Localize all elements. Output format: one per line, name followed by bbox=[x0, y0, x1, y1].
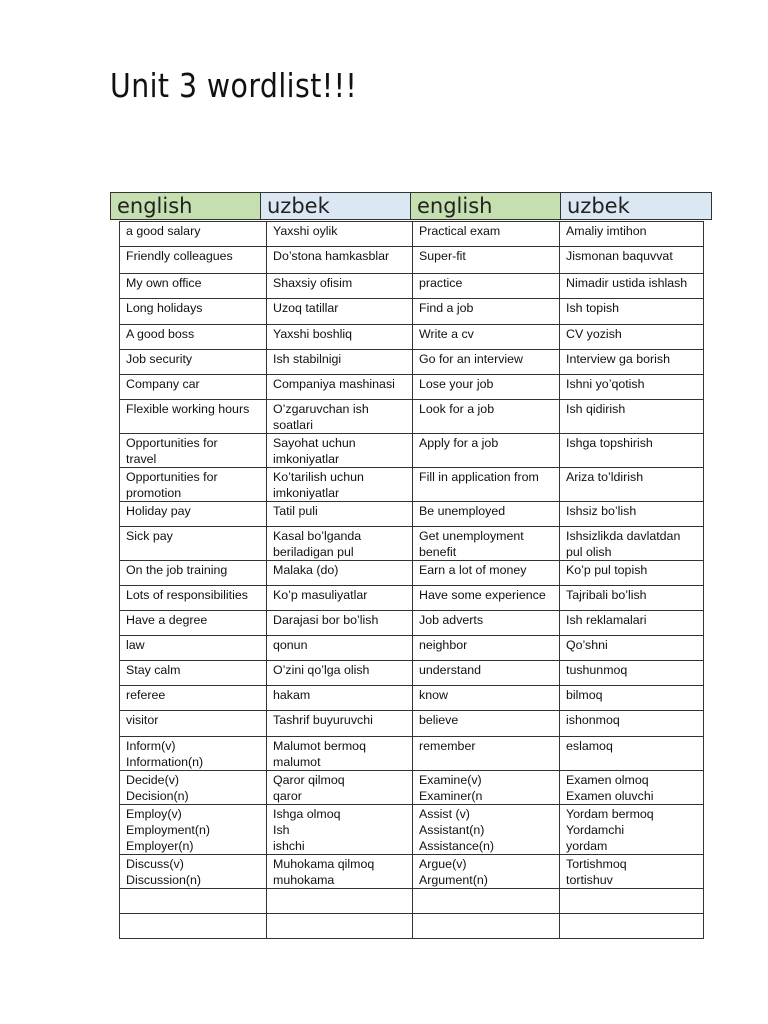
cell-text: On the job training bbox=[126, 563, 228, 577]
cell-text: Holiday pay bbox=[126, 504, 191, 518]
cell-text: Company car bbox=[126, 377, 200, 391]
cell-text: Ko’p masuliyatlar bbox=[273, 588, 368, 602]
uzbek-cell bbox=[267, 222, 413, 247]
english-cell bbox=[120, 686, 267, 711]
cell-text: Yordam bermoq bbox=[566, 807, 654, 821]
cell-text: Shaxsiy ofisim bbox=[273, 276, 353, 290]
cell-text: Ko’p pul topish bbox=[566, 563, 648, 577]
cell-text: Tortishmoq bbox=[566, 857, 627, 871]
english-cell bbox=[120, 325, 267, 350]
table-row bbox=[120, 661, 704, 686]
table-row bbox=[120, 711, 704, 737]
cell-text: Do’stona hamkasblar bbox=[273, 249, 390, 263]
cell-text: Malaka (do) bbox=[273, 563, 339, 577]
uzbek-cell bbox=[267, 561, 413, 586]
cell-text: promotion bbox=[126, 486, 182, 500]
uzbek-cell bbox=[560, 855, 704, 889]
table-row bbox=[120, 527, 704, 561]
english-cell bbox=[413, 855, 560, 889]
english-cell bbox=[120, 855, 267, 889]
cell-text: travel bbox=[126, 452, 157, 466]
cell-text: Apply for a job bbox=[419, 436, 499, 450]
uzbek-cell bbox=[560, 914, 704, 939]
cell-text: visitor bbox=[126, 713, 159, 727]
cell-text: Employment(n) bbox=[126, 823, 211, 837]
uzbek-cell bbox=[560, 805, 704, 855]
cell-text: Assistant(n) bbox=[419, 823, 485, 837]
cell-text: A good boss bbox=[126, 327, 195, 341]
english-cell bbox=[120, 527, 267, 561]
uzbek-cell bbox=[267, 350, 413, 375]
uzbek-cell bbox=[267, 325, 413, 350]
english-cell bbox=[120, 661, 267, 686]
cell-text: Sick pay bbox=[126, 529, 173, 543]
cell-text: Amaliy imtihon bbox=[566, 224, 647, 238]
english-cell bbox=[413, 222, 560, 247]
table-row bbox=[120, 247, 704, 274]
cell-text: Flexible working hours bbox=[126, 402, 250, 416]
cell-text: law bbox=[126, 638, 145, 652]
cell-text: Yaxshi boshliq bbox=[273, 327, 352, 341]
uzbek-cell bbox=[267, 502, 413, 527]
english-cell bbox=[413, 247, 560, 274]
cell-text: Discussion(n) bbox=[126, 873, 202, 887]
english-cell bbox=[413, 274, 560, 299]
cell-text: Darajasi bor bo’lish bbox=[273, 613, 379, 627]
uzbek-cell bbox=[267, 737, 413, 771]
cell-text: yordam bbox=[566, 839, 608, 853]
uzbek-cell bbox=[560, 299, 704, 325]
table-row bbox=[120, 375, 704, 400]
cell-text: Discuss(v) bbox=[126, 857, 184, 871]
cell-text: Muhokama qilmoq bbox=[273, 857, 375, 871]
uzbek-cell bbox=[267, 375, 413, 400]
cell-text: Sayohat uchun bbox=[273, 436, 356, 450]
cell-text: Practical exam bbox=[419, 224, 501, 238]
uzbek-cell bbox=[560, 468, 704, 502]
cell-text: Ish bbox=[273, 823, 290, 837]
english-cell bbox=[120, 222, 267, 247]
uzbek-cell bbox=[560, 247, 704, 274]
uzbek-cell bbox=[267, 434, 413, 468]
cell-text: benefit bbox=[419, 545, 457, 559]
table-row bbox=[120, 586, 704, 611]
cell-text: Yordamchi bbox=[566, 823, 625, 837]
cell-text: Ish qidirish bbox=[566, 402, 626, 416]
english-cell bbox=[120, 805, 267, 855]
cell-text: practice bbox=[419, 276, 463, 290]
cell-text: a good salary bbox=[126, 224, 201, 238]
cell-text: Super-fit bbox=[419, 249, 466, 263]
cell-text: Examiner(n bbox=[419, 789, 483, 803]
cell-text: Be unemployed bbox=[419, 504, 506, 518]
header-uzbek-2: uzbek bbox=[561, 193, 711, 219]
uzbek-cell bbox=[267, 400, 413, 434]
cell-text: Tajribali bo’lish bbox=[566, 588, 647, 602]
cell-text: ishchi bbox=[273, 839, 305, 853]
table-row bbox=[120, 502, 704, 527]
page-title: Unit 3 wordlist!!! bbox=[110, 66, 358, 105]
cell-text: Examen oluvchi bbox=[566, 789, 654, 803]
cell-text: Job security bbox=[126, 352, 193, 366]
english-cell bbox=[120, 468, 267, 502]
english-cell bbox=[413, 468, 560, 502]
uzbek-cell bbox=[560, 737, 704, 771]
cell-text: Have some experience bbox=[419, 588, 546, 602]
cell-text: Interview ga borish bbox=[566, 352, 670, 366]
uzbek-cell bbox=[267, 771, 413, 805]
cell-text: Ishsiz bo’lish bbox=[566, 504, 637, 518]
cell-text: My own office bbox=[126, 276, 202, 290]
english-cell bbox=[120, 711, 267, 737]
english-cell bbox=[413, 686, 560, 711]
uzbek-cell bbox=[267, 711, 413, 737]
uzbek-cell bbox=[267, 805, 413, 855]
english-cell bbox=[120, 350, 267, 375]
uzbek-cell bbox=[560, 375, 704, 400]
uzbek-cell bbox=[560, 561, 704, 586]
cell-text: Qaror qilmoq bbox=[273, 773, 345, 787]
uzbek-cell bbox=[560, 636, 704, 661]
english-cell bbox=[413, 434, 560, 468]
cell-text: O’zgaruvchan ish bbox=[273, 402, 369, 416]
cell-text: Jismonan baquvvat bbox=[566, 249, 673, 263]
uzbek-cell bbox=[560, 350, 704, 375]
cell-text: soatlari bbox=[273, 418, 313, 432]
english-cell bbox=[413, 661, 560, 686]
table-row bbox=[120, 434, 704, 468]
table-row bbox=[120, 636, 704, 661]
cell-text: Malumot bermoq bbox=[273, 739, 366, 753]
cell-text: Yaxshi oylik bbox=[273, 224, 338, 238]
uzbek-cell bbox=[560, 711, 704, 737]
uzbek-cell bbox=[267, 247, 413, 274]
table-row bbox=[120, 611, 704, 636]
table-row bbox=[120, 274, 704, 299]
wordlist-table bbox=[119, 221, 704, 939]
english-cell bbox=[120, 914, 267, 939]
table-row bbox=[120, 400, 704, 434]
cell-text: Stay calm bbox=[126, 663, 181, 677]
english-cell bbox=[413, 636, 560, 661]
cell-text: Tatil puli bbox=[273, 504, 318, 518]
english-cell bbox=[120, 737, 267, 771]
cell-text: Long holidays bbox=[126, 301, 203, 315]
cell-text: Qo’shni bbox=[566, 638, 608, 652]
cell-text: Ko’tarilish uchun bbox=[273, 470, 364, 484]
table-header bbox=[110, 192, 712, 220]
cell-text: Ishga topshirish bbox=[566, 436, 653, 450]
uzbek-cell bbox=[560, 686, 704, 711]
uzbek-cell bbox=[267, 299, 413, 325]
uzbek-cell bbox=[267, 855, 413, 889]
cell-text: Ariza to’ldirish bbox=[566, 470, 644, 484]
english-cell bbox=[120, 434, 267, 468]
cell-text: Decision(n) bbox=[126, 789, 189, 803]
table-row bbox=[120, 561, 704, 586]
uzbek-cell bbox=[267, 914, 413, 939]
cell-text: Argue(v) bbox=[419, 857, 467, 871]
uzbek-cell bbox=[560, 274, 704, 299]
english-cell bbox=[413, 325, 560, 350]
cell-text: qaror bbox=[273, 789, 302, 803]
english-cell bbox=[413, 586, 560, 611]
english-cell bbox=[413, 711, 560, 737]
cell-text: imkoniyatlar bbox=[273, 486, 340, 500]
cell-text: Ishsizlikda davlatdan bbox=[566, 529, 681, 543]
table-row bbox=[120, 914, 704, 939]
english-cell bbox=[120, 502, 267, 527]
table-row bbox=[120, 771, 704, 805]
table-row bbox=[120, 889, 704, 914]
uzbek-cell bbox=[267, 274, 413, 299]
cell-text: ishonmoq bbox=[566, 713, 620, 727]
english-cell bbox=[413, 561, 560, 586]
cell-text: Employ(v) bbox=[126, 807, 182, 821]
uzbek-cell bbox=[267, 611, 413, 636]
cell-text: Get unemployment bbox=[419, 529, 524, 543]
english-cell bbox=[120, 299, 267, 325]
english-cell bbox=[120, 274, 267, 299]
english-cell bbox=[120, 247, 267, 274]
cell-text: Friendly colleagues bbox=[126, 249, 233, 263]
uzbek-cell bbox=[267, 527, 413, 561]
uzbek-cell bbox=[267, 889, 413, 914]
cell-text: imkoniyatlar bbox=[273, 452, 340, 466]
english-cell bbox=[413, 375, 560, 400]
cell-text: Ish topish bbox=[566, 301, 620, 315]
cell-text: remember bbox=[419, 739, 476, 753]
uzbek-cell bbox=[560, 527, 704, 561]
cell-text: Assist (v) bbox=[419, 807, 470, 821]
cell-text: believe bbox=[419, 713, 459, 727]
cell-text: Earn a lot of money bbox=[419, 563, 527, 577]
cell-text: Ish stabilnigi bbox=[273, 352, 342, 366]
cell-text: referee bbox=[126, 688, 166, 702]
uzbek-cell bbox=[267, 686, 413, 711]
table-row bbox=[120, 855, 704, 889]
english-cell bbox=[120, 771, 267, 805]
english-cell bbox=[413, 502, 560, 527]
cell-text: malumot bbox=[273, 755, 321, 769]
uzbek-cell bbox=[560, 502, 704, 527]
english-cell bbox=[120, 400, 267, 434]
table-row bbox=[120, 468, 704, 502]
uzbek-cell bbox=[267, 468, 413, 502]
cell-text: Employer(n) bbox=[126, 839, 194, 853]
english-cell bbox=[120, 586, 267, 611]
cell-text: Ish reklamalari bbox=[566, 613, 647, 627]
cell-text: Companiya mashinasi bbox=[273, 377, 395, 391]
english-cell bbox=[413, 400, 560, 434]
english-cell bbox=[413, 299, 560, 325]
cell-text: Opportunities for bbox=[126, 470, 218, 484]
uzbek-cell bbox=[560, 771, 704, 805]
table-row bbox=[120, 737, 704, 771]
uzbek-cell bbox=[267, 661, 413, 686]
cell-text: Job adverts bbox=[419, 613, 484, 627]
cell-text: Assistance(n) bbox=[419, 839, 495, 853]
uzbek-cell bbox=[560, 325, 704, 350]
cell-text: muhokama bbox=[273, 873, 335, 887]
uzbek-cell bbox=[560, 586, 704, 611]
cell-text: Tashrif buyuruvchi bbox=[273, 713, 373, 727]
cell-text: Look for a job bbox=[419, 402, 495, 416]
uzbek-cell bbox=[267, 586, 413, 611]
header-english-1: english bbox=[111, 193, 261, 219]
table-row bbox=[120, 350, 704, 375]
cell-text: Find a job bbox=[419, 301, 474, 315]
table-row bbox=[120, 299, 704, 325]
uzbek-cell bbox=[267, 636, 413, 661]
cell-text: qonun bbox=[273, 638, 308, 652]
uzbek-cell bbox=[560, 400, 704, 434]
cell-text: beriladigan pul bbox=[273, 545, 354, 559]
english-cell bbox=[413, 350, 560, 375]
cell-text: Inform(v) bbox=[126, 739, 176, 753]
cell-text: Write a cv bbox=[419, 327, 474, 341]
cell-text: Examine(v) bbox=[419, 773, 482, 787]
uzbek-cell bbox=[560, 611, 704, 636]
cell-text: eslamoq bbox=[566, 739, 613, 753]
english-cell bbox=[120, 561, 267, 586]
table-row bbox=[120, 686, 704, 711]
header-uzbek-1: uzbek bbox=[261, 193, 411, 219]
english-cell bbox=[120, 636, 267, 661]
english-cell bbox=[413, 805, 560, 855]
table-row bbox=[120, 805, 704, 855]
cell-text: Lots of responsibilities bbox=[126, 588, 248, 602]
cell-text: Ishga olmoq bbox=[273, 807, 341, 821]
cell-text: CV yozish bbox=[566, 327, 622, 341]
cell-text: Argument(n) bbox=[419, 873, 488, 887]
cell-text: neighbor bbox=[419, 638, 468, 652]
cell-text: Lose your job bbox=[419, 377, 494, 391]
cell-text: O’zini qo’lga olish bbox=[273, 663, 370, 677]
cell-text: hakam bbox=[273, 688, 311, 702]
cell-text: Uzoq tatillar bbox=[273, 301, 339, 315]
cell-text: Fill in application from bbox=[419, 470, 539, 484]
cell-text: Have a degree bbox=[126, 613, 208, 627]
cell-text: Kasal bo’lganda bbox=[273, 529, 362, 543]
cell-text: bilmoq bbox=[566, 688, 603, 702]
cell-text: pul olish bbox=[566, 545, 612, 559]
english-cell bbox=[413, 914, 560, 939]
uzbek-cell bbox=[560, 889, 704, 914]
english-cell bbox=[413, 527, 560, 561]
cell-text: know bbox=[419, 688, 448, 702]
cell-text: tortishuv bbox=[566, 873, 613, 887]
cell-text: tushunmoq bbox=[566, 663, 628, 677]
cell-text: Opportunities for bbox=[126, 436, 218, 450]
english-cell bbox=[413, 611, 560, 636]
english-cell bbox=[120, 611, 267, 636]
cell-text: understand bbox=[419, 663, 482, 677]
english-cell bbox=[413, 737, 560, 771]
table-row bbox=[120, 222, 704, 247]
header-english-2: english bbox=[411, 193, 561, 219]
uzbek-cell bbox=[560, 434, 704, 468]
english-cell bbox=[120, 375, 267, 400]
cell-text: Information(n) bbox=[126, 755, 204, 769]
english-cell bbox=[413, 771, 560, 805]
cell-text: Decide(v) bbox=[126, 773, 180, 787]
cell-text: Go for an interview bbox=[419, 352, 523, 366]
cell-text: Ishni yo’qotish bbox=[566, 377, 645, 391]
cell-text: Examen olmoq bbox=[566, 773, 649, 787]
english-cell bbox=[413, 889, 560, 914]
cell-text: Nimadir ustida ishlash bbox=[566, 276, 688, 290]
uzbek-cell bbox=[560, 222, 704, 247]
uzbek-cell bbox=[560, 661, 704, 686]
table-row bbox=[120, 325, 704, 350]
english-cell bbox=[120, 889, 267, 914]
